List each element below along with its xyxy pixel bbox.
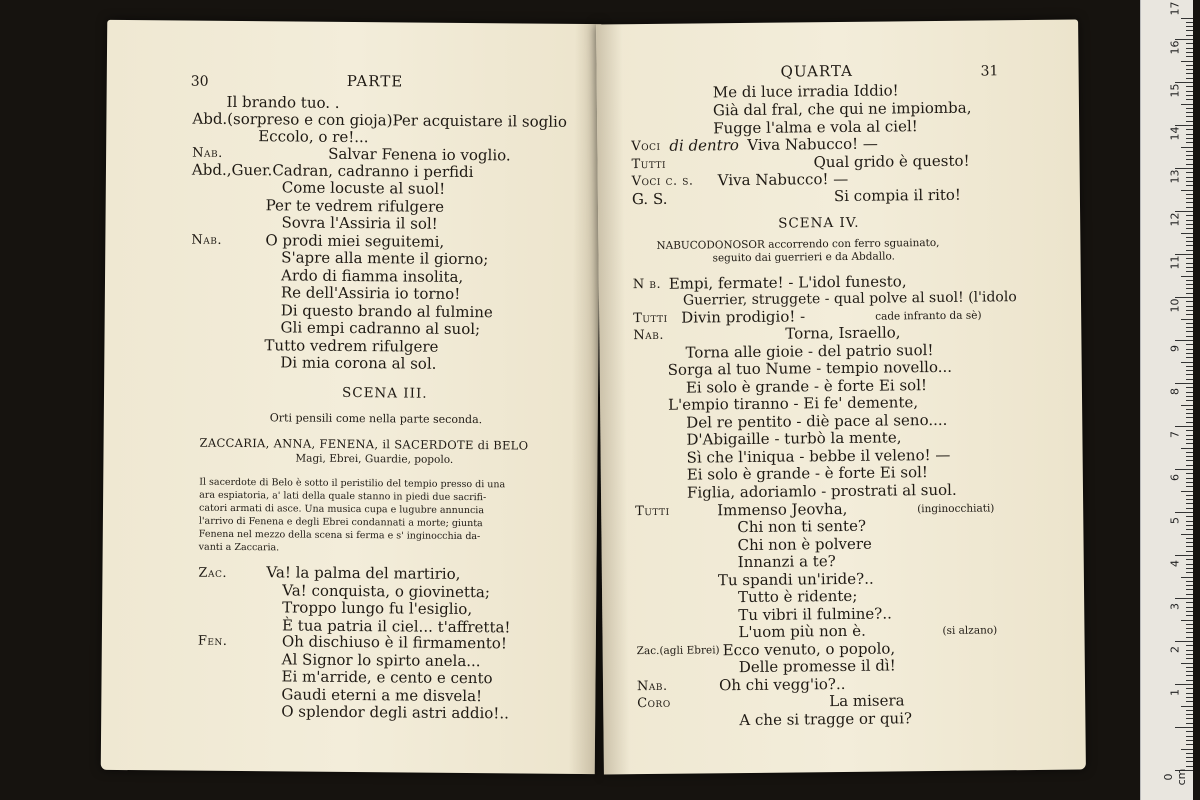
ruler-tick — [1181, 18, 1193, 19]
ruler-tick — [1181, 620, 1193, 621]
stage-direction: l'arrivo di Fenena e degli Ebrei condannati a morte; giunta — [198, 515, 483, 530]
verse-line: Va! conquista, o giovinetta; — [282, 581, 491, 602]
ruler-tick — [1186, 688, 1193, 689]
ruler-label: 13 — [1168, 169, 1182, 184]
ruler-tick — [1186, 267, 1193, 268]
verse-line: Ei solo è grande - è forte Ei sol! — [685, 376, 928, 397]
verse-line: Figlia, adoriamlo - prostrati al suol. — [686, 480, 957, 502]
ruler-label: 5 — [1168, 517, 1182, 524]
ruler-tick — [1186, 443, 1193, 444]
ruler-tick — [1186, 112, 1193, 113]
ruler-tick — [1186, 181, 1193, 182]
speaker-label: Zac.(agli Ebrei) — [636, 644, 720, 658]
stage-direction: catori armati di asce. Una musica cupa e lugubre annuncia — [198, 502, 485, 517]
verse-line: Di mia corona al sol. — [280, 353, 437, 373]
ruler-tick — [1186, 602, 1193, 603]
speaker-label: Nab. — [192, 145, 223, 161]
ruler-tick — [1186, 430, 1193, 431]
ruler-tick — [1186, 628, 1193, 629]
ruler-tick — [1181, 104, 1193, 105]
ruler-tick — [1186, 542, 1193, 543]
ruler-tick — [1186, 718, 1193, 719]
ruler-tick — [1186, 465, 1193, 466]
ruler-tick — [1186, 177, 1193, 178]
verse-line: È tua patria il ciel... t'affretta! — [281, 616, 511, 637]
ruler-tick — [1186, 568, 1193, 569]
ruler-tick — [1186, 73, 1193, 74]
verse-line: Già dal fral, che qui ne impiomba, — [712, 98, 972, 120]
ruler-tick — [1186, 185, 1193, 186]
speaker-label: Tutti — [635, 503, 670, 520]
ruler-tick — [1186, 409, 1193, 410]
verse-line: Del re pentito - diè pace al seno.... — [686, 410, 948, 432]
verse-line: Il brando tuo. . — [226, 92, 340, 112]
ruler-tick — [1186, 731, 1193, 732]
ruler-tick — [1186, 645, 1193, 646]
ruler-tick — [1186, 658, 1193, 659]
ruler-label: 16 — [1168, 40, 1182, 55]
verse-line: Divin prodigio! - — [681, 307, 806, 327]
ruler-tick — [1186, 129, 1193, 130]
ruler-tick — [1186, 95, 1193, 96]
characters-list: Magi, Ebrei, Guardie, popolo. — [295, 452, 454, 466]
ruler-tick — [1186, 736, 1193, 737]
ruler-tick — [1186, 581, 1193, 582]
verse-line: Me di luce irradia Iddio! — [712, 81, 899, 102]
stage-direction: ara espiatoria, a' lati della quale stanno in piedi due sacrifi- — [199, 489, 487, 504]
speaker-label: Fen. — [197, 633, 228, 649]
right-page — [596, 19, 1086, 774]
ruler-label: 2 — [1168, 646, 1182, 653]
stage-direction: seguito dai guerrieri e da Abdallo. — [712, 250, 895, 265]
ruler-tick — [1186, 86, 1193, 87]
verse-line: O splendor degli astri addio!.. — [281, 702, 509, 723]
verse-line: Gaudi eterni a me disvela! — [281, 685, 483, 706]
ruler-label: 3 — [1168, 603, 1182, 610]
ruler-tick — [1181, 319, 1193, 320]
verse-line: Si compia il rito! — [833, 185, 962, 206]
ruler-tick — [1186, 392, 1193, 393]
ruler-tick — [1186, 65, 1193, 66]
ruler-label: 17 — [1168, 1, 1182, 16]
ruler-tick — [1186, 121, 1193, 122]
ruler-tick — [1186, 314, 1193, 315]
ruler-tick — [1186, 417, 1193, 418]
ruler-tick — [1186, 400, 1193, 401]
ruler-tick — [1186, 280, 1193, 281]
ruler-tick — [1181, 663, 1193, 664]
ruler-tick — [1186, 142, 1193, 143]
ruler-tick — [1186, 306, 1193, 307]
verse-line: Salvar Fenena io voglio. — [328, 144, 511, 165]
verse-line: L'uom più non è. — [738, 621, 866, 642]
speaker-label: Nab. — [633, 327, 665, 344]
verse-line: Tu spandi un'iride?.. — [717, 569, 874, 590]
verse-line: La misera — [829, 691, 905, 711]
stage-direction: vanti a Zaccaria. — [198, 541, 280, 554]
ruler-tick — [1181, 534, 1193, 535]
verse-line: L'empio tiranno - Ei fe' demente, — [667, 393, 919, 414]
ruler-tick — [1181, 61, 1193, 62]
ruler-tick — [1186, 69, 1193, 70]
ruler-tick — [1186, 22, 1193, 23]
ruler-tick — [1186, 594, 1193, 595]
ruler-tick — [1186, 91, 1193, 92]
ruler-tick — [1186, 508, 1193, 509]
verse-line: Empi, fermate! - L'idol funesto, — [668, 272, 907, 293]
ruler-tick — [1186, 435, 1193, 436]
ruler-tick — [1186, 529, 1193, 530]
measuring-ruler — [1140, 0, 1193, 800]
ruler-tick — [1186, 564, 1193, 565]
speaker-label: N b. — [632, 276, 662, 293]
verse-line: Chi non ti sente? — [737, 516, 867, 537]
ruler-tick — [1186, 624, 1193, 625]
verse-line: Tutto è ridente; — [737, 586, 858, 607]
left-page — [101, 20, 602, 774]
verse-line: Sovra l'Assiria il sol! — [281, 213, 438, 233]
verse-line: Tu vibri il fulmine?.. — [738, 604, 892, 625]
ruler-tick — [1186, 301, 1193, 302]
verse-line: Ecco venuto, o popolo, — [722, 639, 896, 660]
verse-line: Guerrier, struggete - qual polve al suol! (l'idolo — [682, 289, 1017, 309]
ruler-label: 12 — [1168, 212, 1182, 227]
verse-line: Sì che l'iniqua - bebbe il veleno! — — [686, 445, 951, 467]
scene-setting: Orti pensili come nella parte seconda. — [269, 411, 483, 427]
ruler-label: 6 — [1168, 474, 1182, 481]
ruler-tick — [1186, 422, 1193, 423]
ruler-tick — [1186, 757, 1193, 758]
ruler-tick — [1186, 632, 1193, 633]
verse-line: A che si tragge or qui? — [739, 709, 913, 730]
ruler-tick — [1186, 271, 1193, 272]
verse-line: Viva Nabucco! — — [717, 169, 849, 190]
running-head-left: PARTE — [346, 71, 404, 91]
verse-line: Di questo brando al fulmine — [280, 301, 493, 322]
ruler-tick — [1186, 164, 1193, 165]
ruler-tick — [1186, 353, 1193, 354]
ruler-tick — [1186, 452, 1193, 453]
verse-line: Al Signor lo spirto anela... — [281, 650, 481, 671]
ruler-tick — [1181, 491, 1193, 492]
ruler-tick — [1186, 379, 1193, 380]
ruler-tick — [1186, 761, 1193, 762]
ruler-tick — [1186, 155, 1193, 156]
ruler-tick — [1186, 482, 1193, 483]
ruler-tick — [1186, 585, 1193, 586]
verse-line: D'Abigaille - turbò la mente, — [686, 428, 902, 449]
ruler-tick — [1186, 701, 1193, 702]
ruler-tick — [1186, 116, 1193, 117]
ruler-label: 10 — [1168, 298, 1182, 313]
ruler-tick — [1186, 26, 1193, 27]
ruler-tick — [1181, 190, 1193, 191]
open-book — [100, 22, 1090, 782]
ruler-tick — [1181, 233, 1193, 234]
ruler-tick — [1181, 405, 1193, 406]
ruler-tick — [1186, 525, 1193, 526]
ruler-tick — [1186, 723, 1193, 724]
ruler-tick — [1186, 349, 1193, 350]
ruler-tick — [1186, 327, 1193, 328]
verse-line: Va! la palma del martirio, — [266, 563, 461, 583]
ruler-tick — [1186, 370, 1193, 371]
ruler-tick — [1186, 108, 1193, 109]
ruler-label: 1 — [1168, 689, 1182, 696]
ruler-tick — [1186, 680, 1193, 681]
ruler-tick — [1186, 413, 1193, 414]
stage-aside: cade infranto da sè) — [875, 309, 982, 323]
ruler-tick — [1186, 611, 1193, 612]
ruler-tick — [1186, 714, 1193, 715]
ruler-tick — [1186, 503, 1193, 504]
speaker-label: Voci — [631, 138, 661, 155]
ruler-label: 8 — [1168, 388, 1182, 395]
ruler-label: 9 — [1168, 345, 1182, 352]
verse-line: Re dell'Assiria io torno! — [280, 283, 461, 303]
running-head-right: QUARTA — [780, 61, 854, 81]
verse-line: Tutto vedrem rifulgere — [264, 336, 439, 356]
verse-line: Torna alle gioie - del patrio suol! — [685, 341, 934, 362]
ruler-tick — [1186, 138, 1193, 139]
ruler-tick — [1186, 48, 1193, 49]
ruler-tick — [1186, 172, 1193, 173]
ruler-tick — [1186, 753, 1193, 754]
ruler-tick — [1186, 607, 1193, 608]
ruler-tick — [1186, 374, 1193, 375]
ruler-tick — [1186, 667, 1193, 668]
ruler-tick — [1186, 740, 1193, 741]
verse-line: Gli empi cadranno al suol; — [280, 318, 481, 339]
ruler-tick — [1186, 56, 1193, 57]
characters-list: ZACCARIA, ANNA, FENENA, il SACERDOTE di BELO — [199, 435, 529, 453]
ruler-tick — [1186, 250, 1193, 251]
ruler-tick — [1186, 194, 1193, 195]
verse-line: Oh dischiuso è il firmamento! — [281, 632, 507, 653]
verse-line: Come locuste al suol! — [281, 178, 446, 198]
verse-line: Chi non è polvere — [737, 534, 872, 555]
ruler-tick — [1186, 258, 1193, 259]
speaker-label: Tutti — [631, 156, 667, 173]
ruler-label: 4 — [1168, 560, 1182, 567]
ruler-label: 7 — [1168, 431, 1182, 438]
ruler-tick — [1186, 357, 1193, 358]
stage-aside: di dentro — [669, 136, 739, 155]
ruler-label: 11 — [1168, 255, 1182, 270]
verse-line: Abd.(sorpreso e con gioja)Per acquistare il soglio — [192, 109, 568, 131]
verse-line: Sorga al tuo Nume - tempio novello... — [667, 357, 953, 379]
verse-line: Viva Nabucco! — — [747, 134, 878, 154]
ruler-label: 15 — [1168, 83, 1182, 98]
ruler-tick — [1186, 198, 1193, 199]
verse-line: Troppo lungo fu l'esiglio, — [282, 598, 473, 619]
ruler-tick — [1186, 559, 1193, 560]
speaker-label: Tutti — [633, 310, 668, 327]
ruler-tick — [1186, 35, 1193, 36]
ruler-tick — [1186, 263, 1193, 264]
ruler-tick — [1186, 52, 1193, 53]
stage-direction: Fenena nel mezzo della scena si ferma e s' inginocchia da- — [198, 528, 481, 543]
ruler-tick — [1186, 245, 1193, 246]
verse-line: Innanzi a te? — [737, 552, 836, 572]
ruler-tick — [1186, 495, 1193, 496]
ruler-tick — [1186, 228, 1193, 229]
ruler-tick — [1186, 43, 1193, 44]
ruler-tick — [1186, 293, 1193, 294]
ruler-tick — [1186, 521, 1193, 522]
ruler-tick — [1186, 671, 1193, 672]
ruler-tick — [1181, 362, 1193, 363]
stage-direction: Il sacerdote di Belo è sotto il peristilio del tempio presso di una — [199, 476, 506, 491]
ruler-tick — [1186, 516, 1193, 517]
ruler-tick — [1181, 706, 1193, 707]
ruler-tick — [1186, 224, 1193, 225]
verse-line: Abd.,Guer.Cadran, cadranno i perfidi — [191, 160, 474, 182]
stage-aside: (si alzano) — [942, 624, 998, 637]
speaker-label: Coro — [637, 695, 671, 712]
ruler-tick — [1186, 366, 1193, 367]
ruler-tick — [1186, 744, 1193, 745]
ruler-tick — [1186, 284, 1193, 285]
ruler-tick — [1181, 147, 1193, 148]
stage-aside: (inginocchiati) — [917, 502, 995, 516]
ruler-tick — [1186, 697, 1193, 698]
verse-line: Ei solo è grande - è forte Ei sol! — [686, 463, 928, 484]
ruler-tick — [1186, 486, 1193, 487]
verse-line: Eccolo, o re!... — [258, 127, 369, 147]
verse-line: S'apre alla mente il giorno; — [281, 248, 489, 269]
verse-line: Torna, Israello, — [785, 323, 901, 343]
ruler-tick — [1186, 215, 1193, 216]
verse-line: Per te vedrem rifulgere — [265, 196, 445, 216]
verse-line: Immenso Jeovha, — [717, 499, 848, 520]
ruler-tick — [1186, 396, 1193, 397]
ruler-tick — [1186, 202, 1193, 203]
speaker-label: G. S. — [631, 189, 668, 209]
ruler-tick — [1186, 460, 1193, 461]
verse-line: Fugge l'alma e vola al ciel! — [713, 117, 918, 138]
ruler-tick — [1186, 99, 1193, 100]
ruler-tick — [1186, 220, 1193, 221]
verse-line: O prodi miei seguitemi, — [265, 231, 445, 251]
verse-line: Ei m'arride, e cento e cento — [281, 667, 493, 688]
ruler-tick — [1186, 546, 1193, 547]
ruler-tick — [1186, 159, 1193, 160]
ruler-tick — [1186, 589, 1193, 590]
ruler-tick — [1186, 439, 1193, 440]
ruler-tick — [1186, 241, 1193, 242]
verse-line: Ardo di fiamma insolita, — [280, 266, 464, 286]
page-number-right: 31 — [980, 63, 999, 80]
ruler-tick — [1186, 675, 1193, 676]
ruler-tick — [1186, 151, 1193, 152]
verse-line: Qual grido è questo! — [813, 151, 970, 172]
ruler-tick — [1186, 456, 1193, 457]
ruler-tick — [1186, 78, 1193, 79]
ruler-tick — [1186, 650, 1193, 651]
ruler-tick — [1186, 654, 1193, 655]
speaker-label: Voci c. s. — [631, 173, 694, 190]
ruler-tick — [1186, 710, 1193, 711]
ruler-tick — [1181, 276, 1193, 277]
ruler-tick — [1186, 615, 1193, 616]
speaker-label: Nab. — [636, 678, 668, 695]
stage-direction: NABUCODONOSOR accorrendo con ferro sguainato, — [656, 236, 940, 252]
ruler-tick — [1186, 336, 1193, 337]
ruler-tick — [1186, 478, 1193, 479]
ruler-tick — [1186, 237, 1193, 238]
ruler-tick — [1186, 134, 1193, 135]
scene-title-right: SCENA IV. — [778, 214, 860, 232]
scene-title-left: SCENA III. — [341, 384, 428, 402]
ruler-tick — [1186, 387, 1193, 388]
ruler-tick — [1186, 693, 1193, 694]
ruler-label: 14 — [1168, 126, 1182, 141]
ruler-tick — [1175, 727, 1193, 728]
ruler-tick — [1186, 288, 1193, 289]
page-number-left: 30 — [190, 73, 209, 90]
ruler-tick — [1186, 30, 1193, 31]
speaker-label: Nab. — [191, 232, 223, 248]
ruler-tick — [1186, 538, 1193, 539]
ruler-tick — [1186, 473, 1193, 474]
ruler-tick — [1186, 572, 1193, 573]
ruler-tick — [1186, 637, 1193, 638]
ruler-tick — [1186, 207, 1193, 208]
verse-line: Oh chi vegg'io?.. — [718, 674, 846, 695]
ruler-tick — [1186, 323, 1193, 324]
ruler-tick — [1181, 577, 1193, 578]
ruler-tick — [1186, 344, 1193, 345]
ruler-tick — [1181, 448, 1193, 449]
ruler-tick — [1186, 551, 1193, 552]
verse-line: Delle promesse il dì! — [738, 656, 896, 677]
ruler-label: 0 cm — [1162, 768, 1188, 786]
ruler-tick — [1186, 499, 1193, 500]
ruler-tick — [1186, 331, 1193, 332]
ruler-tick — [1186, 310, 1193, 311]
speaker-label: Zac. — [198, 565, 228, 581]
ruler-tick — [1181, 749, 1193, 750]
